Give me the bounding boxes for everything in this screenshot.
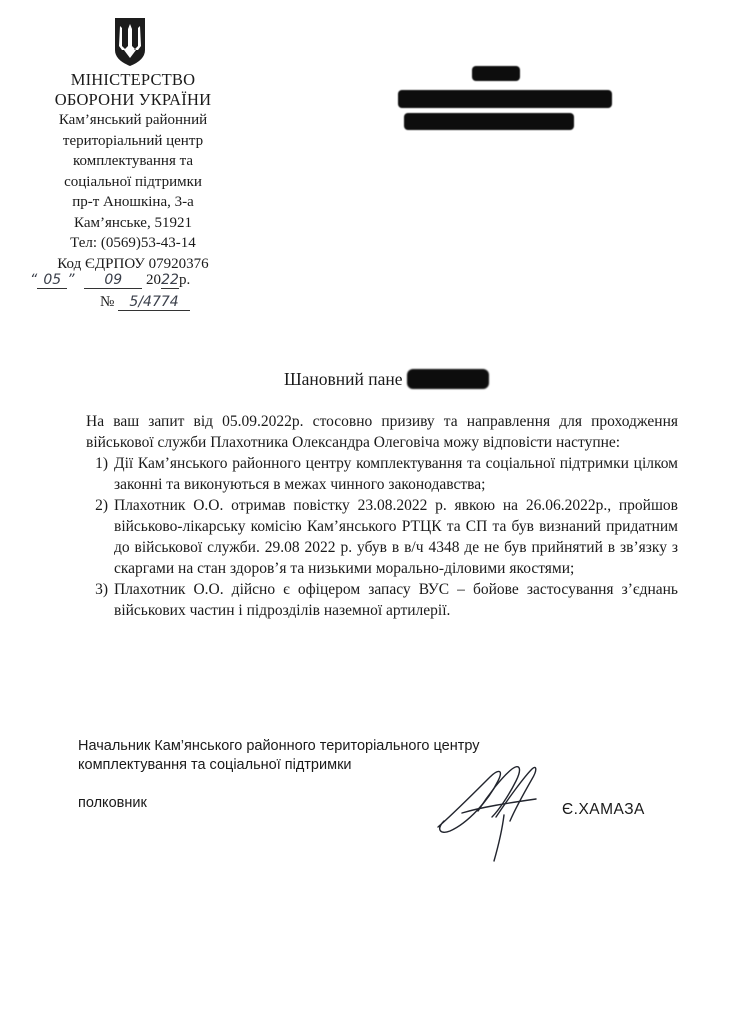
sender-header <box>38 70 228 274</box>
org-line: Кам’янський районний <box>58 112 208 128</box>
org-line: соціальної підтримки <box>64 173 202 190</box>
signer-name: Є.ХАМАЗА <box>562 801 645 818</box>
letter-body <box>86 411 678 621</box>
list-item-text: Плахотник О.О. дійсно є офіцером запасу ВУС – бойове застосування з’єднань військових частин і підрозділів наземної артилерії. <box>114 581 678 619</box>
intro-paragraph: На ваш запит від 05.09.2022р. стосовно призиву та направлення для проходження військової служби Плахотника Олександра Олеговіча можу відповісти наступне: <box>86 413 678 451</box>
list-item <box>86 453 678 495</box>
org-line: територіальний центр <box>62 132 204 149</box>
org-phone: Тел: (0569)53-43-14 <box>70 235 196 251</box>
redacted-recipient-line <box>404 113 574 130</box>
list-item <box>86 579 678 621</box>
list-item <box>86 495 678 579</box>
signer-title-line2: комплектування та соціальної підтримки <box>78 757 352 773</box>
date-day: 05 <box>37 273 67 289</box>
redacted-recipient-line <box>398 90 612 108</box>
list-item-number: 2) <box>95 497 108 514</box>
ministry-name-line1: МІНІСТЕРСТВО <box>70 70 196 89</box>
redacted-recipient-line <box>472 66 520 81</box>
date-quote-open: “ <box>30 272 38 288</box>
list-item-number: 3) <box>95 581 108 598</box>
date-year-end: р. <box>179 272 191 288</box>
date-year-prefix: 20 <box>146 272 162 288</box>
date-month: 09 <box>84 273 142 289</box>
outgoing-date <box>30 272 190 289</box>
list-item-text: Дії Кам’янського районного центру комплектування та соціальної підтримки цілком законні та виконуються в межах чинного законодавства; <box>114 455 678 493</box>
date-year-suffix: 22 <box>161 272 179 288</box>
list-item-text: Плахотник О.О. отримав повістку 23.08.2022 р. явкою на 26.06.2022р., пройшов військово-лікарську комісію Кам’янського РТЦК та СП та був визнаний придатним до військової служби. 29.08 2022 р. убув в в/ч 4348 де не був прийнятий в зв’язку з скаргами на стан здоров’я та низькими морально-діловими якостями; <box>114 497 678 577</box>
signer-rank: полковник <box>78 795 147 811</box>
org-line: комплектування та <box>73 153 193 169</box>
signer-title-line1: Начальник Кам’янського районного територіального центру <box>78 738 480 754</box>
org-address: пр-т Аношкіна, 3-а <box>72 194 194 210</box>
list-item-number: 1) <box>95 455 108 472</box>
ukraine-trident-icon <box>112 16 148 68</box>
handwritten-signature <box>432 755 552 865</box>
greeting-text: Шановний пане <box>284 369 403 389</box>
org-code: Код ЄДРПОУ 07920376 <box>57 255 209 272</box>
greeting <box>284 369 489 390</box>
outgoing-number <box>100 294 190 311</box>
number-label: № <box>100 294 115 310</box>
ministry-name-line2: ОБОРОНИ УКРАЇНИ <box>54 90 212 109</box>
date-quote-close: ” <box>67 272 75 288</box>
org-city: Кам’янське, 51921 <box>74 214 192 231</box>
redacted-recipient-name <box>407 369 489 389</box>
number-value: 5/4774 <box>118 295 190 311</box>
